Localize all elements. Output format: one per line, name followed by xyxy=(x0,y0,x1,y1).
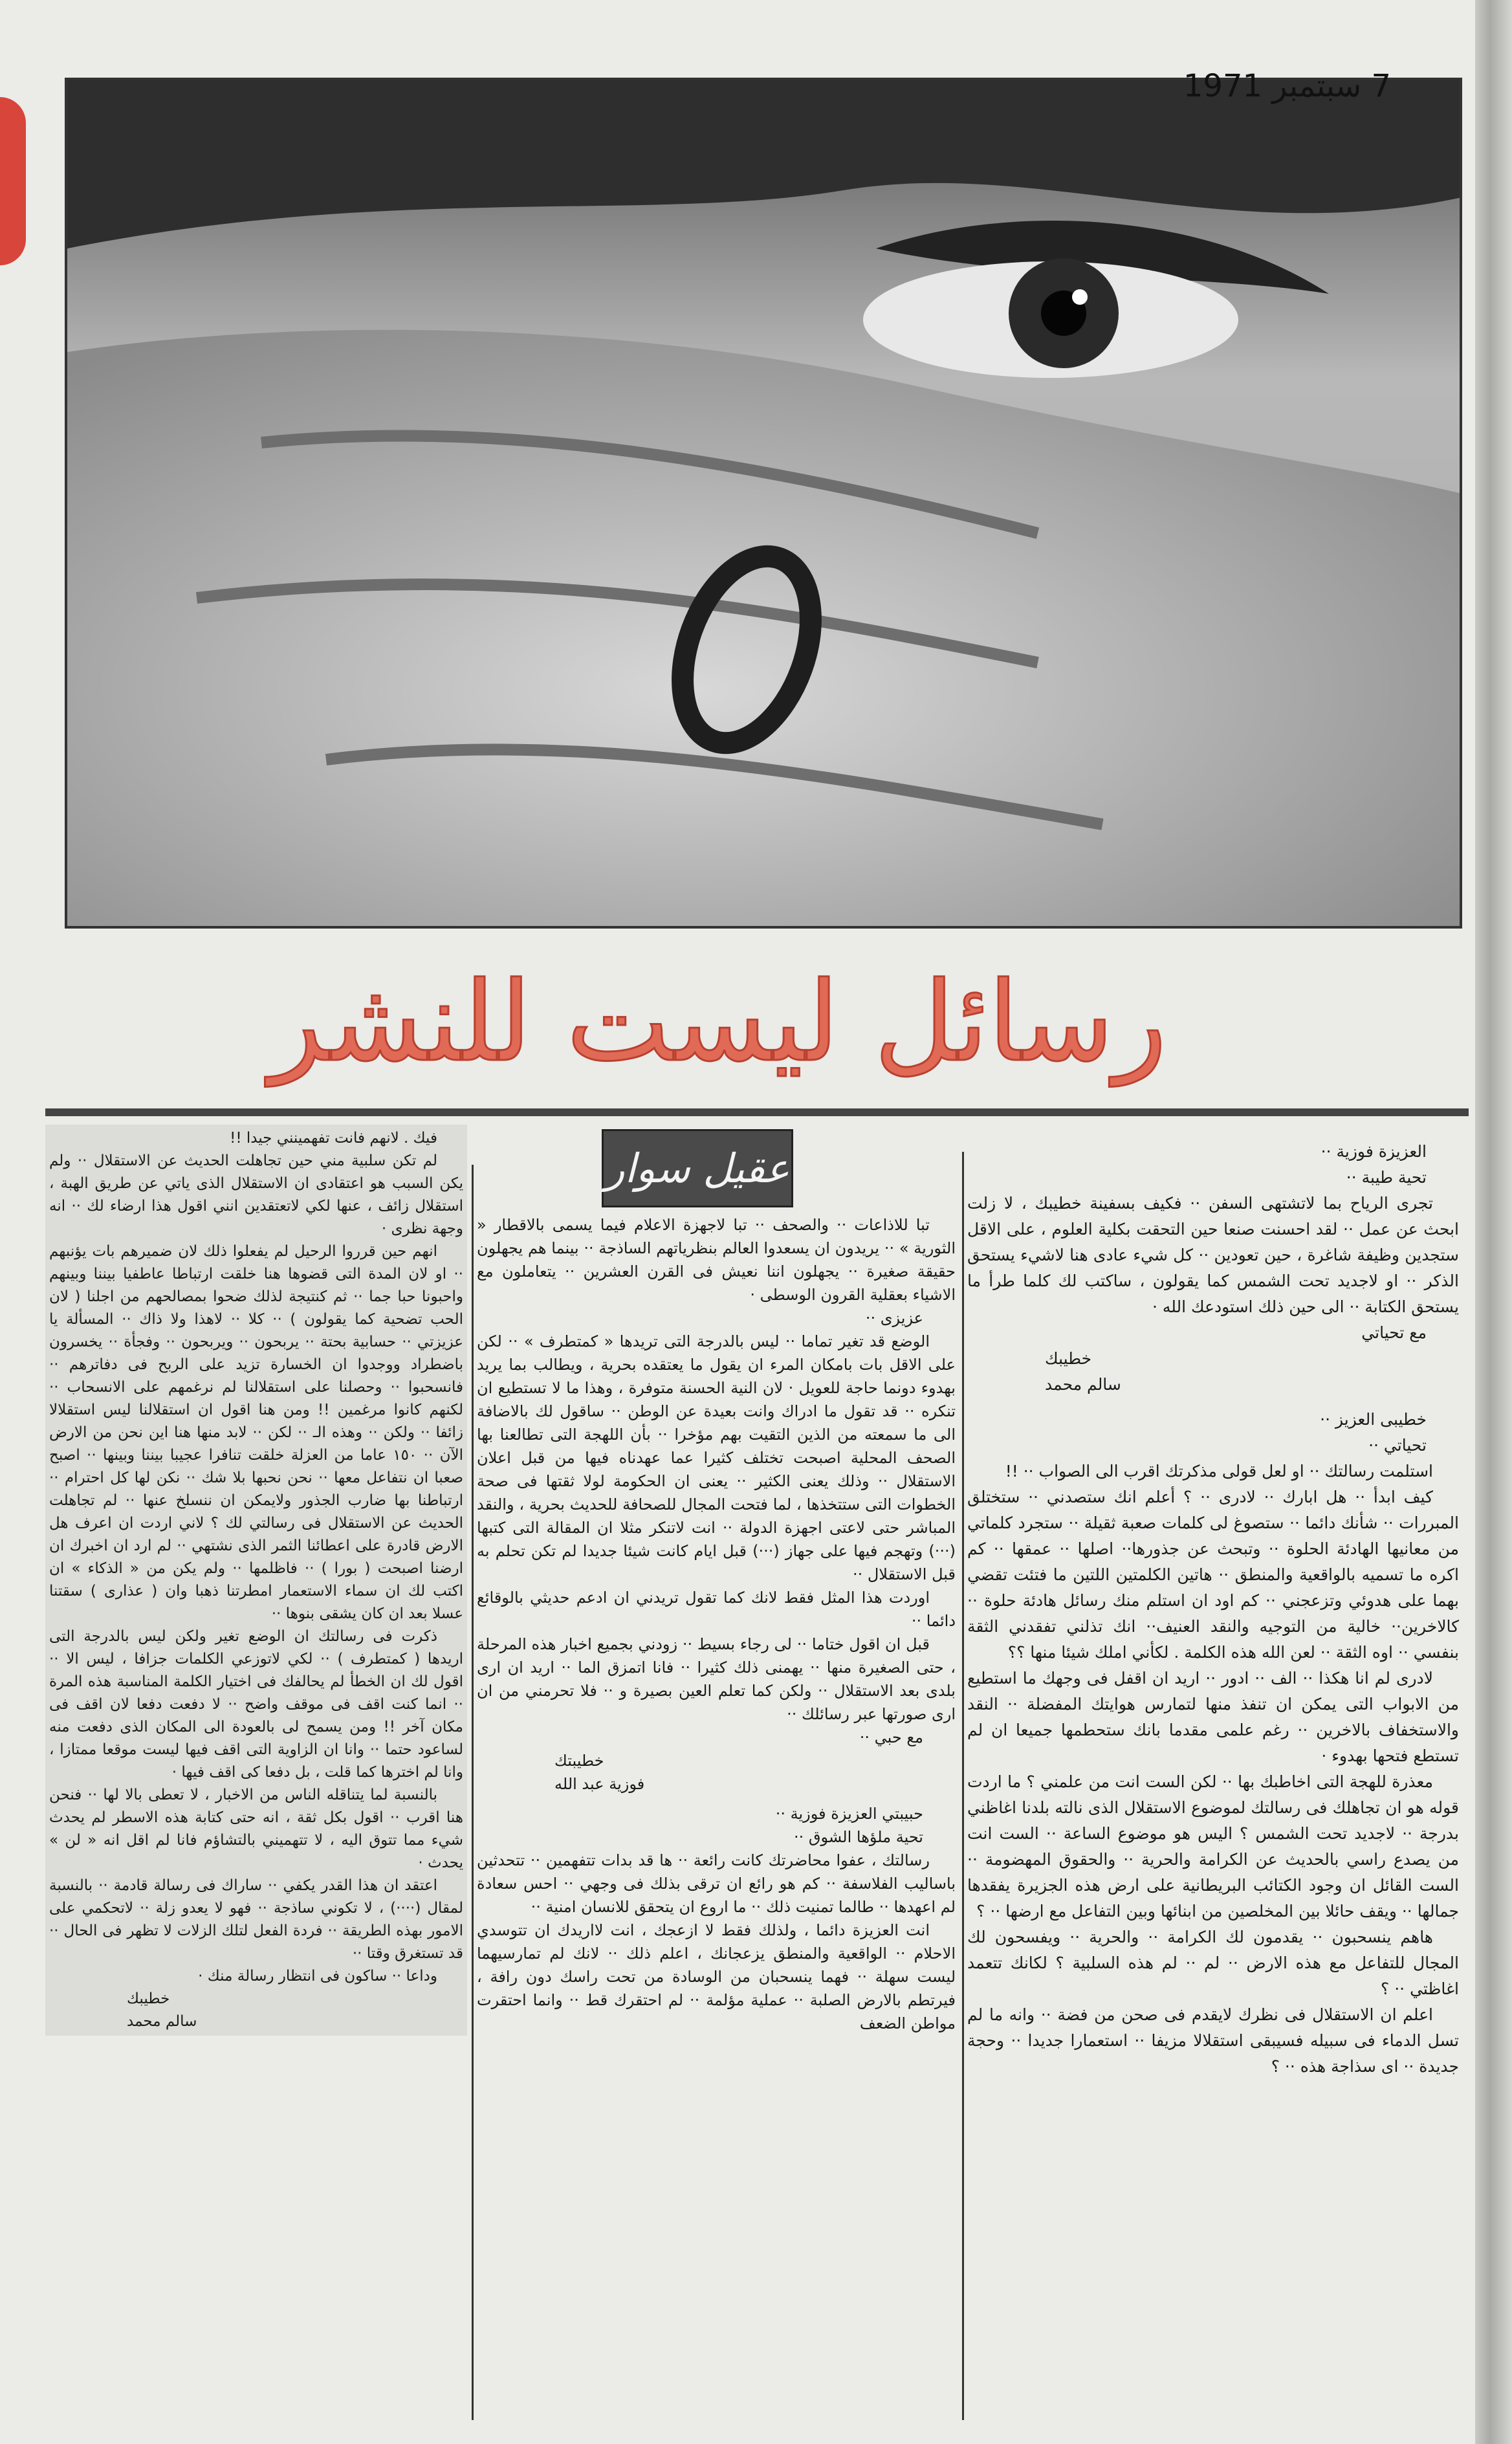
paragraph: معذرة للهجة التى اخاطبك بها ·· لكن الست انت من علمني ؟ ما اردت قوله هو ان تجاهلك فى رسالتك لموضوع الاستقلال الذى نالته بلدنا اغاظني بدرجة ·· لاجديد تحت الشمس ؟ اليس هو موضوع الساعة ·· الست انت من يصدع راسي بالحديث عن الكرامة والحرية ·· والحقوق المهضومة ·· الست القائل ان وجود الكتائب البريطانية على ارض هذه الجزيرة يفقدها جمالها ·· ويقف حائلا بين المخلصين من ابنائها وبين التفاعل مع ارضها ·· ؟ xyxy=(967,1772,1459,1921)
paragraph: لادرى لم انا هكذا ·· الف ·· ادور ·· اريد ان اقفل فى وجهك ما استطيع من الابواب التى يمكن ان تنفذ منها لتمارس هوايتك المفضلة ·· النقد والاستخفاف بالاخرين ·· رغم علمى مقدما بانك ستحطمها جميعا ان لم تستطع فتحها بهدوء · xyxy=(967,1669,1459,1765)
right-column xyxy=(967,1139,1459,2080)
article-title xyxy=(207,951,1229,1094)
eye-hand-photo-icon xyxy=(67,80,1462,929)
left-column xyxy=(45,1125,467,2036)
paragraph: فيك . لانهم فانت تفهمينني جيدا !! xyxy=(230,1130,437,1147)
paragraph: قبل ان اقول ختاما ·· لى رجاء بسيط ·· زودني بجميع اخبار هذه المرحلة ، حتى الصغيرة منها ·· يهمنى ذلك كثيرا ·· فانا اتمزق الما ·· اريد ان ارى بلدى بعد الاستقلال ·· ولكن كما تعلم العين بصيرة و ·· فلا تحرمني من ان ارى صورتها عبر رسائلك ·· xyxy=(477,1635,956,1723)
closing: مع حبي ·· xyxy=(859,1728,923,1746)
paragraph: رسالتك ، عفوا محاضرتك كانت رائعة ·· ها قد بدات تتفهمين ·· تتحدثين باساليب الفلاسفة ·· كم هو رائع ان ترقى بذلك فى وجهي ·· احس سعادة لم اعهدها ·· طالما تمنيت ذلك ·· ما اروع ان يتحقق للانسان امنية ·· xyxy=(477,1851,956,1916)
salutation: خطيبى العزيز ·· xyxy=(1320,1410,1427,1429)
greeting: تحية طيبة ·· xyxy=(1346,1168,1427,1187)
signature-role: خطيبتك xyxy=(554,1752,604,1770)
signature-name: سالم محمد xyxy=(127,2013,197,2030)
signature-role: خطيبك xyxy=(127,1990,170,2007)
paragraph: لم تكن سلبية مني حين تجاهلت الحديث عن الاستقلال ·· ولم يكن السبب هو اعتقادى ان الاستقلال الذى ياتي عن طريق الهبة ، استقلال زائف ، عنها لكي لاتعتقدين انني اقول هذا ارضاء لك ·· انه وجهة نظرى · xyxy=(49,1152,463,1237)
greeting: تحية ملؤها الشوق ·· xyxy=(793,1828,923,1846)
salutation: عزيزى ·· xyxy=(865,1309,923,1327)
signature-name: سالم محمد xyxy=(1045,1375,1121,1394)
letter-body: تجرى الرياح بما لاتشتهى السفن ·· فكيف بسفينة خطيبك ، لا زلت ابحث عن عمل ·· لقد احسنت صنعا حين التحقت بكلية العلوم ، على الاقل ستجدين وظيفة شاغرة ، حين تعودين ·· كل شيء عادى هنا لاشيء يستحق الذكر ·· او لاجديد تحت الشمس كما يقولون ، ساكتب لك كلما طرأ ما يستحق الكتابة ·· الى حين ذلك استودعك الله · xyxy=(967,1194,1459,1316)
author-byline xyxy=(602,1129,793,1207)
salutation: العزيزة فوزية ·· xyxy=(1320,1142,1427,1161)
middle-column xyxy=(477,1213,956,2035)
paragraph: استلمت رسالتك ·· او لعل قولى مذكرتك اقرب الى الصواب ·· !! xyxy=(1005,1462,1433,1481)
paragraph: الوضع قد تغير تماما ·· ليس بالدرجة التى تريدها « كمتطرف » ·· لكن على الاقل بات بامكان المرء ان يقول ما يعتقده بحرية ، ويطالب بما يريد بهدوء دونما حاجة للعويل · لان النية الحسنة متوفرة ، وهذا ما لا تستطيع ان تنكره ·· قد تقول ما ادراك وانت بعيدة عن الوطن ·· ساقول لك بالاضافة الى ما سمعته من الذين التقيت بهم مؤخرا ·· بأن اللهجة التى تطالعنا بها الصحف المحلية اصبحت تختلف كثيرا عما عهدناه فيها من قبل اعلان الاستقلال ·· وذلك يعنى الكثير ·· يعنى ان الحكومة لولا ثقتها فى صحة الخطوات التى ستتخذها ، لما فتحت المجال للصحافة للحديث بحرية ، والنقد المباشر حتى لاعتى اجهزة الدولة ·· انت لاتنكر مثلا ان المقالة التى كتبها (···) وتهجم فيها على جهاز (···) قبل ايام كانت شيئا جديدا لم تكن تحلم به قبل الاستقلال ·· xyxy=(477,1332,956,1583)
paragraph: ذكرت فى رسالتك ان الوضع تغير ولكن ليس بالدرجة التى اريدها ( كمتطرف ) ·· لكي لاتوزعي الكلمات جزافا ، ليس الا ·· اقول لك ان الخطأ لم يحالفك فى اختيار الكلمة المناسبة هذه المرة ·· انما كنت اقف فى موقف واضح ·· لا دفعت دفعا لان اقف فى مكان آخر !! ومن يسمح لى بالعودة الى المكان الذى دفعت منه لساعود حتما ·· وانا ان الزاوية التى اقف فيها ليست موقعا ممتازا ، وانا لم اخترها كما قلت ، بل دفعا كى اقف فيها · xyxy=(49,1628,463,1781)
column-divider xyxy=(472,1165,474,2420)
section-divider xyxy=(45,1108,1469,1116)
paragraph: انهم حين قرروا الرحيل لم يفعلوا ذلك لان ضميرهم بات يؤنبهم ·· او لان المدة التى قضوها هنا خلقت ارتباطا عاطفيا بيننا وبينهم واحبونا حبا جما ·· ثم كنتيجة لذلك ضحوا بمصالحهم من اجلنا ( لان الحب تضحية كما يقولون ) ·· كلا ·· لاهذا ولا ذاك ·· المسألة يا عزيزتي ·· حسابية بحتة ·· يربحون ·· ويربحون ·· وفجأة ·· يخسرون باضطراد ووجدوا ان الخسارة تزيد على الربح فى دفاترهم ·· فانسحبوا ·· وحصلنا على استقلالنا لم نرغمهم على الانسحاب ·· لكنهم كانوا مرغمين !! ومن هنا اقول ان استقلالنا ليس استقلالا زائفا ·· ولكن ·· وهذه الـ ·· لكن ·· لابد منها هنا اين نحن من الارض الآن ·· ١٥٠ عاما من العزلة خلقت تنافرا عجيبا بيننا وبينها ·· اصبح صعبا ان نتفاعل معها ·· نحن نحبها بلا شك ·· نكن لها كل احترام ·· ارتباطنا بها ضارب الجذور ولايمكن ان ننسلخ عنها ·· لم تجاهلت الحديث عن الاستقلال فى رسالتي لك ؟ لاني اردت ان اعرف هل الارض قادرة على اعطائنا الثمر الذى نشتهي ·· لم ارد ان اخبرك ان ارضنا اصبحت ( بورا ) ·· فاظلمها ·· ولم يكن من « الذكاء » ان اكتب لك ان سماء الاستعمار امطرتنا ذهبا وان ( عذارى ) سقتنا عسلا بعد ان كان يشقى بنوها ·· xyxy=(49,1243,463,1622)
signature-name: فوزية عبد الله xyxy=(554,1775,645,1793)
issue-date: 7 سبتمبر 1971 xyxy=(1183,68,1391,104)
column-divider xyxy=(962,1152,964,2420)
paragraph: اعتقد ان هذا القدر يكفي ·· ساراك فى رسالة قادمة ·· بالنسبة لمقال (····) ، لا تكوني ساذجة ·· فهو لا يعدو زلة ·· لاتحكمي على الامور بهذه الطريقة ·· فردة الفعل لتلك الزلات لا تظهر فى الحال ·· قد تستغرق وقتا ·· xyxy=(49,1877,463,1962)
cover-photo-eye-and-hand xyxy=(65,78,1462,929)
paragraph: وداعا ·· ساكون فى انتظار رسالة منك · xyxy=(198,1968,437,1985)
paragraph: بالنسبة لما يتناقله الناس من الاخبار ، لا تعطى بالا لها ·· فنحن هنا اقرب ·· اقول بكل ثقة ، انه حتى كتابة هذه الاسطر لم يحدث شيء مما تتوق اليه ، لا تتهميني بالتشاؤم فانا لم اقل انه « لن » يحدث · xyxy=(49,1787,463,1871)
paragraph: تبا للاذاعات ·· والصحف ·· تبا لاجهزة الاعلام فيما يسمى بالاقطار « الثورية » ·· يريدون ان يسعدوا العالم بنظرياتهم الساذجة ·· بينما هم يجهلون حقيقة صغيرة ·· يجهلون اننا نعيش فى القرن العشرين ·· يتعاملون مع الاشياء بعقلية القرون الوسطى · xyxy=(477,1216,956,1304)
paragraph: انت العزيزة دائما ، ولذلك فقط لا ازعجك ، انت لااريدك ان تتوسدي الاحلام ·· الواقعية والمنطق يزعجانك ، اعلم ذلك ·· لانك لم تمارسيهما ليست سهلة ·· فهما ينسحبان من الوسادة من تحت راسك دون رافة ، فيرتطم بالارض الصلبة ·· عملية مؤلمة ·· لم احتقرك قط ·· وانما احتقرت مواطن الضعف xyxy=(477,1921,956,2032)
closing: مع تحياتي xyxy=(1361,1323,1427,1342)
red-page-tab-decoration xyxy=(0,97,26,265)
greeting: تحياتي ·· xyxy=(1368,1436,1427,1455)
signature-role: خطيبك xyxy=(1045,1349,1092,1368)
article-title-text: رسائل ليست للنشر xyxy=(269,958,1167,1086)
paragraph: هاهم ينسحبون ·· يقدمون لك الكرامة ·· والحرية ·· ويفسحون لك المجال للتفاعل مع هذه الارض ·· لم ·· لم هذه السلبية ؟ لكانك تتعمد اغاظتي ·· ؟ xyxy=(967,1928,1459,1998)
paragraph: كيف ابدأ ·· هل ابارك ·· لادرى ·· ؟ أعلم انك ستصدني ·· ستختلق المبررات ·· شأنك دائما ·· ستصوغ لى كلمات صعبة ثقيلة ·· ستجرد كلماتي من معانيها الهادئة الحلوة ·· وتبحث عن جذورها·· اصلها ·· عمقها ·· كم اكره ما تسميه بالواقعية والمنطق ·· هاتين الكلمتين اللتين ما فتئت تقضي بهما على هدوئي وتزعجني ·· كم اود ان استلم منك رسائل هادئة حلوة ·· كالاخرين·· خالية من التوجيه والنقد العنيف·· انك تذلني تفقدني الثقة بنفسي ·· اوه الثقة ·· لعن الله هذه الكلمة . لكأني املك شيئا منها ؟؟ xyxy=(967,1488,1459,1662)
paragraph: اعلم ان الاستقلال فى نظرك لايقدم فى صحن من فضة ·· وانه ما لم تسل الدماء فى سبيله فسيبقى استقلالا مزيفا ·· استعمارا جديدا ·· وحجة جديدة ·· اى سذاجة هذه ·· ؟ xyxy=(967,2005,1459,2076)
salutation: حبيبتي العزيزة فوزية ·· xyxy=(775,1805,923,1823)
author-name: عقيل سوار xyxy=(605,1145,790,1192)
paragraph: اوردت هذا المثل فقط لانك كما تقول تريدني ان ادعم حديثي بالوقائع دائما ·· xyxy=(477,1589,956,1630)
page-binding-edge xyxy=(1475,0,1512,2444)
